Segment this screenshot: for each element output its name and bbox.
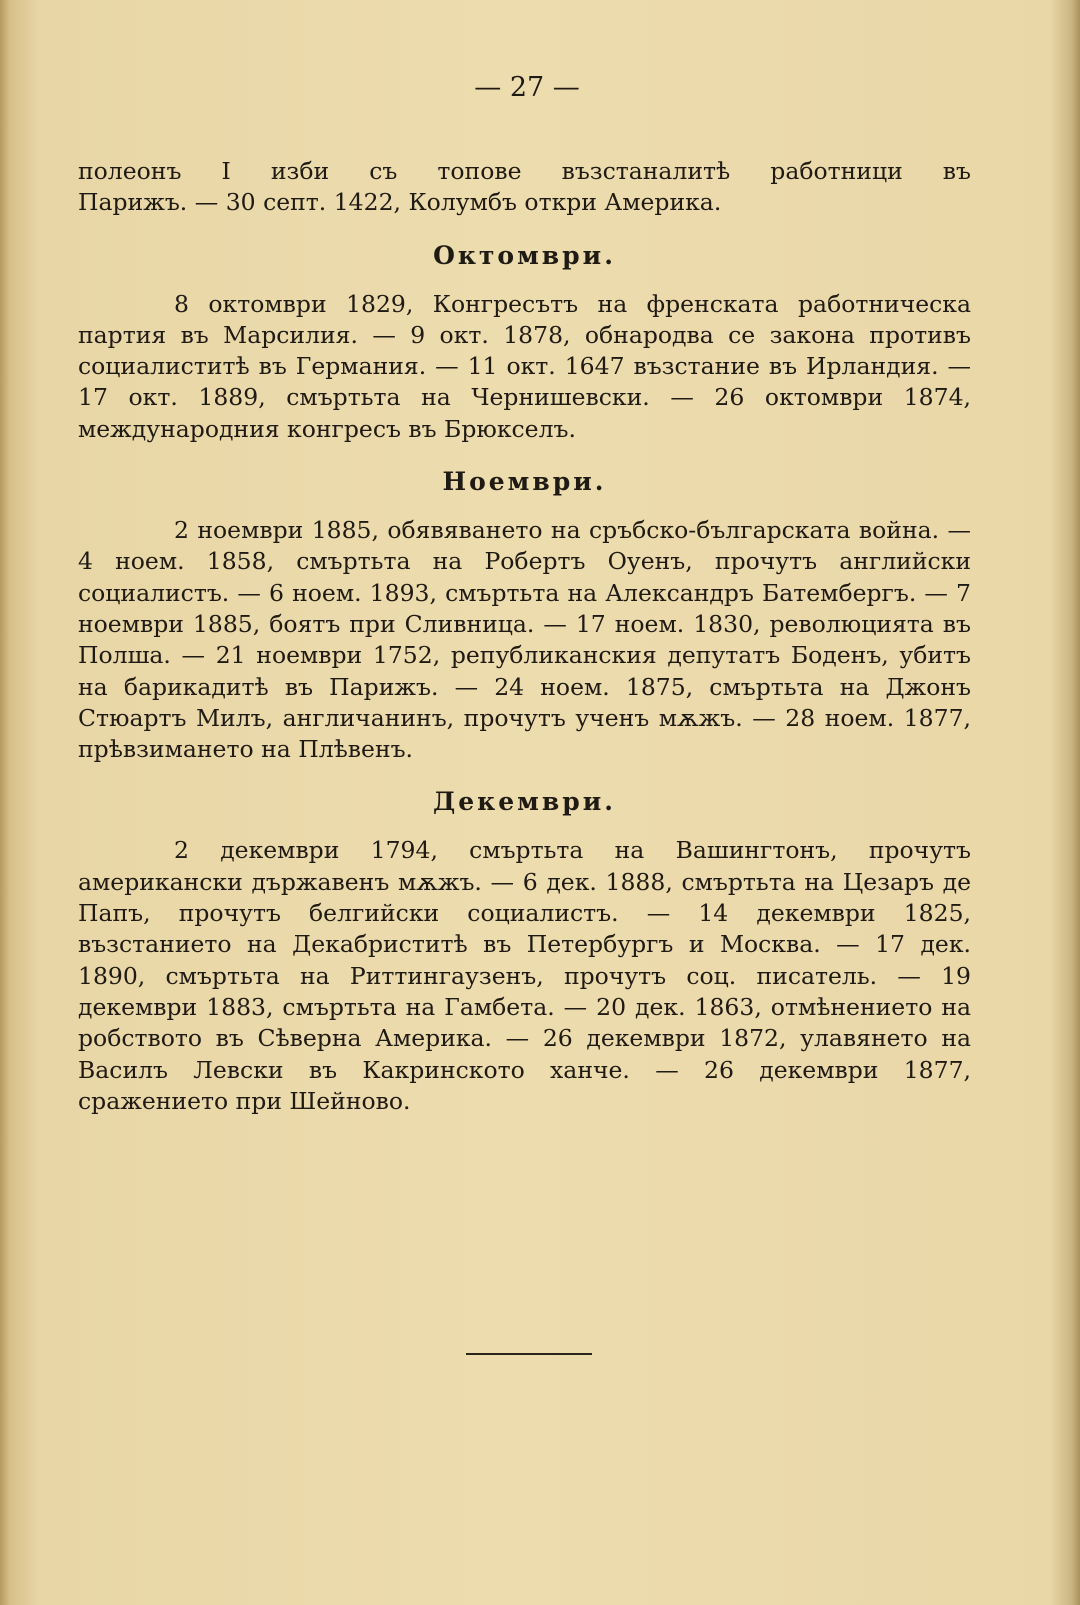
page-number: — 27 — — [474, 72, 580, 103]
intro-line-2: Парижъ. — 30 септ. 1422, Колумбъ откри Америка. — [78, 188, 722, 217]
section-heading-october: Октомври. — [433, 240, 616, 270]
section-text-october: 8 октомври 1829, Конгресътъ на френската работническа партия въ Марсилия. — 9 окт. 1878, обнародва се закона противъ социалиститѣ въ Германия. — 11 окт. 1647 възстание въ Ирландия. — 17 окт. 1889, смъртьта на Чернишевски. — 26 октомври 1874, международния конгресъ въ Брюкселъ. — [78, 289, 971, 443]
section-text-december: 2 декември 1794, смъртьта на Вашингтонъ, прочутъ американски държавенъ мѫжъ. — 6 дек. 1888, смъртьта на Цезаръ де Папъ, прочутъ белгийски социалистъ. — 14 декември 1825, възстанието на Декабриститѣ въ Петербургъ и Москва. — 17 дек. 1890, смъртьта на Риттингаузенъ, прочутъ соц. писатель. — 19 декември 1883, смъртьта на Гамбета. — 20 дек. 1863, отмѣнението на робството въ Сѣверна Америка. — 26 декември 1872, улавянето на Василъ Левски въ Какринското ханче. — 26 декември 1877, сражението при Шейново. — [78, 836, 971, 1115]
page-content — [78, 156, 971, 1117]
intro-paragraph-end — [78, 187, 971, 218]
section-text-november: 2 ноември 1885, обявяването на сръбско-българската война. — 4 ноем. 1858, смъртьта на Робертъ Оуенъ, прочутъ английски социалистъ. — 6 ноем. 1893, смъртьта на Александръ Батембергъ. — 7 ноември 1885, боятъ при Сливница. — 17 ноем. 1830, революцията въ Полша. — 21 ноември 1752, републиканския депутатъ Боденъ, убитъ на барикадитѣ въ Парижъ. — 24 ноем. 1875, смъртьта на Джонъ Стюартъ Милъ, англичанинъ, прочутъ ученъ мѫжъ. — 28 ноем. 1877, прѣвзимането на Плѣвенъ. — [78, 516, 971, 764]
section-heading-december: Декември. — [433, 787, 616, 817]
intro-line-1: полеонъ I изби съ топове възстаналитѣ работници въ — [78, 157, 971, 185]
section-heading-november: Ноември. — [442, 467, 607, 497]
intro-paragraph — [78, 156, 971, 187]
end-rule-divider — [466, 1353, 592, 1355]
